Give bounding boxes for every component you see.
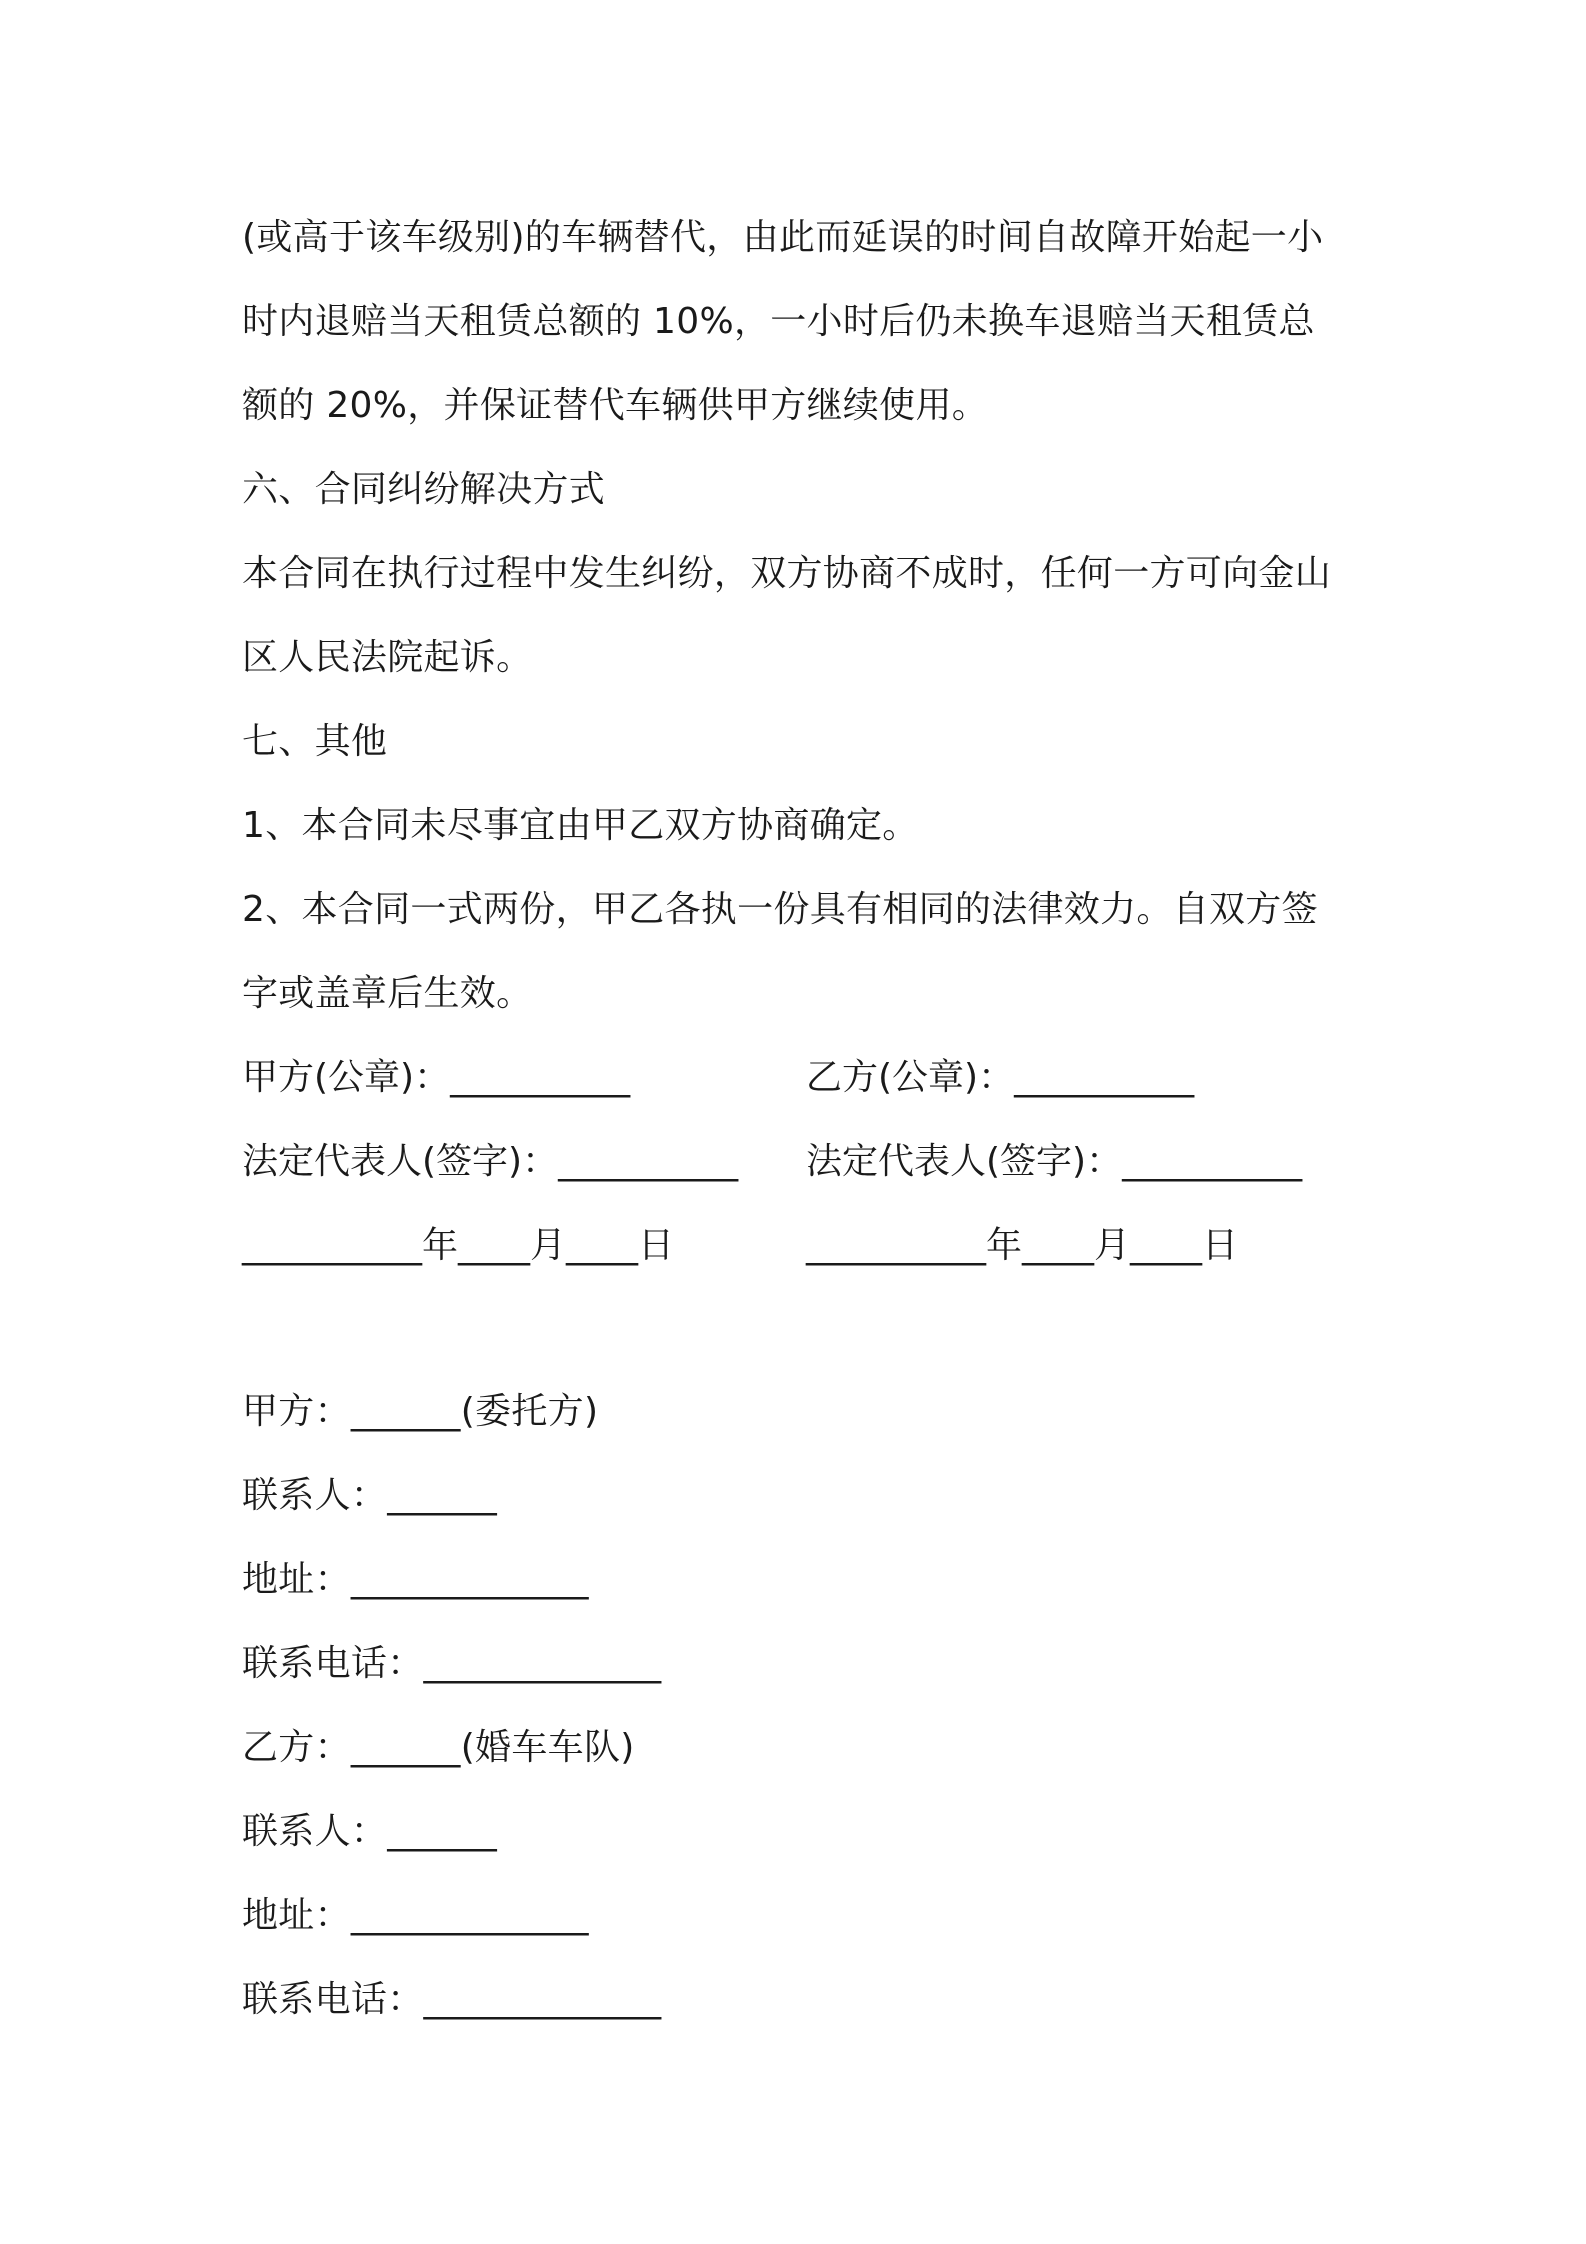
signature-row-seal: [242, 1036, 1352, 1120]
list-item: 2、本合同一式两份，甲乙各执一份具有相同的法律效力。自双方签: [242, 889, 1318, 930]
section-heading-other: 七、其他: [242, 721, 388, 762]
list-item: 1、本合同未尽事宜由甲乙双方协商确定。: [242, 805, 919, 846]
signature-row-representative: [242, 1120, 1352, 1204]
party-a-seal-field: 甲方(公章)：__________: [242, 1057, 631, 1098]
party-a-phone: 联系电话：_____________: [242, 1643, 662, 1684]
section-spacer: [242, 1288, 1352, 1370]
party-b-seal-field: 乙方(公章)：__________: [806, 1057, 1195, 1098]
party-a-address: 地址：_____________: [242, 1559, 589, 1600]
party-a-date-field: __________年____月____日: [242, 1225, 674, 1266]
party-a-name: 甲方：______(委托方): [242, 1391, 599, 1432]
party-b-address: 地址：_____________: [242, 1895, 589, 1936]
party-a-contact: 联系人：______: [242, 1475, 497, 1516]
party-b-contact: 联系人：______: [242, 1811, 497, 1852]
signature-row-date: [242, 1204, 1352, 1288]
list-item: 字或盖章后生效。: [242, 973, 533, 1014]
paragraph-line: 额的 20%，并保证替代车辆供甲方继续使用。: [242, 385, 989, 426]
document-content: [242, 196, 1352, 2042]
paragraph-line: 区人民法院起诉。: [242, 637, 533, 678]
paragraph-line: (或高于该车级别)的车辆替代，由此而延误的时间自故障开始起一小: [242, 217, 1324, 258]
party-b-representative-field: 法定代表人(签字)：__________: [806, 1141, 1303, 1182]
party-b-date-field: __________年____月____日: [806, 1225, 1238, 1266]
paragraph-line: 时内退赔当天租赁总额的 10%，一小时后仍未换车退赔当天租赁总: [242, 301, 1315, 342]
section-heading-dispute: 六、合同纠纷解决方式: [242, 469, 606, 510]
party-a-representative-field: 法定代表人(签字)：__________: [242, 1141, 739, 1182]
party-b-phone: 联系电话：_____________: [242, 1979, 662, 2020]
party-b-name: 乙方：______(婚车车队): [242, 1727, 635, 1768]
paragraph-line: 本合同在执行过程中发生纠纷，双方协商不成时，任何一方可向金山: [242, 553, 1332, 594]
